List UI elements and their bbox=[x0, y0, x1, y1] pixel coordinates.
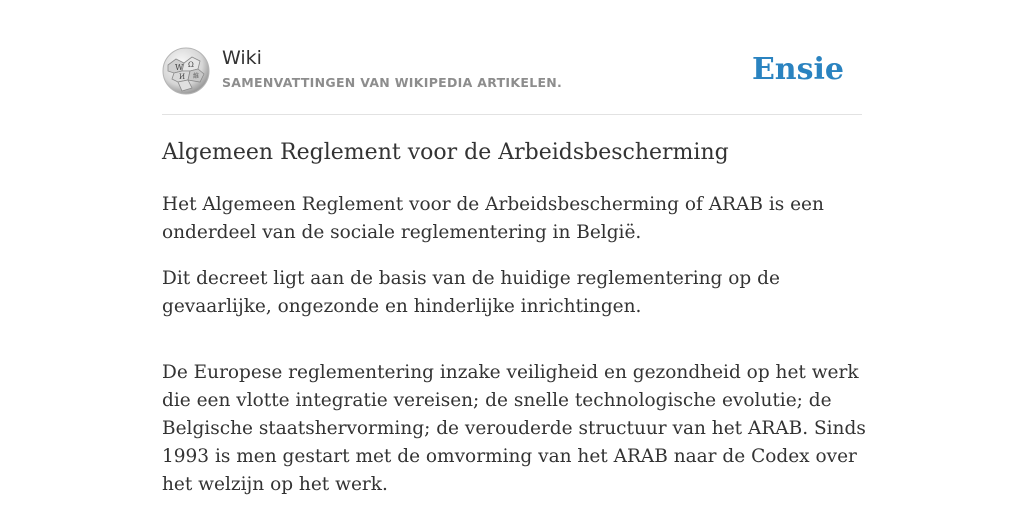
ensie-brand-link[interactable]: Ensie bbox=[751, 52, 844, 87]
svg-text:Ω: Ω bbox=[188, 61, 194, 69]
svg-text:И: И bbox=[179, 73, 186, 81]
site-tagline: SAMENVATTINGEN VAN WIKIPEDIA ARTIKELEN. bbox=[222, 75, 563, 90]
article-paragraph: De Europese reglementering inzake veiligheid en gezondheid op het werk die een vlotte integratie vereisen; de snelle technologische evolutie; de Belgische staatshervorming; de verouderde structuur van het ARAB. Sinds 1993 is men gestart met de omvorming van het ARAB naar de Codex over het welzijn op het werk. bbox=[162, 362, 866, 495]
article-paragraph: Dit decreet ligt aan de basis van de huidige reglementering op de gevaarlijke, ongezonde en hinderlijke inrichtingen. bbox=[162, 268, 780, 317]
svg-text:W: W bbox=[175, 63, 184, 72]
site-name[interactable]: Wiki bbox=[222, 47, 262, 69]
article bbox=[162, 136, 870, 512]
article-paragraph: Het Algemeen Reglement voor de Arbeidsbescherming of ARAB is een onderdeel van de sociale reglementering in België. bbox=[162, 194, 824, 243]
site-header bbox=[162, 44, 862, 115]
article-title: Algemeen Reglement voor de Arbeidsbescherming bbox=[162, 140, 729, 165]
svg-text:維: 維 bbox=[193, 73, 200, 80]
wikipedia-globe-icon[interactable] bbox=[162, 47, 210, 95]
